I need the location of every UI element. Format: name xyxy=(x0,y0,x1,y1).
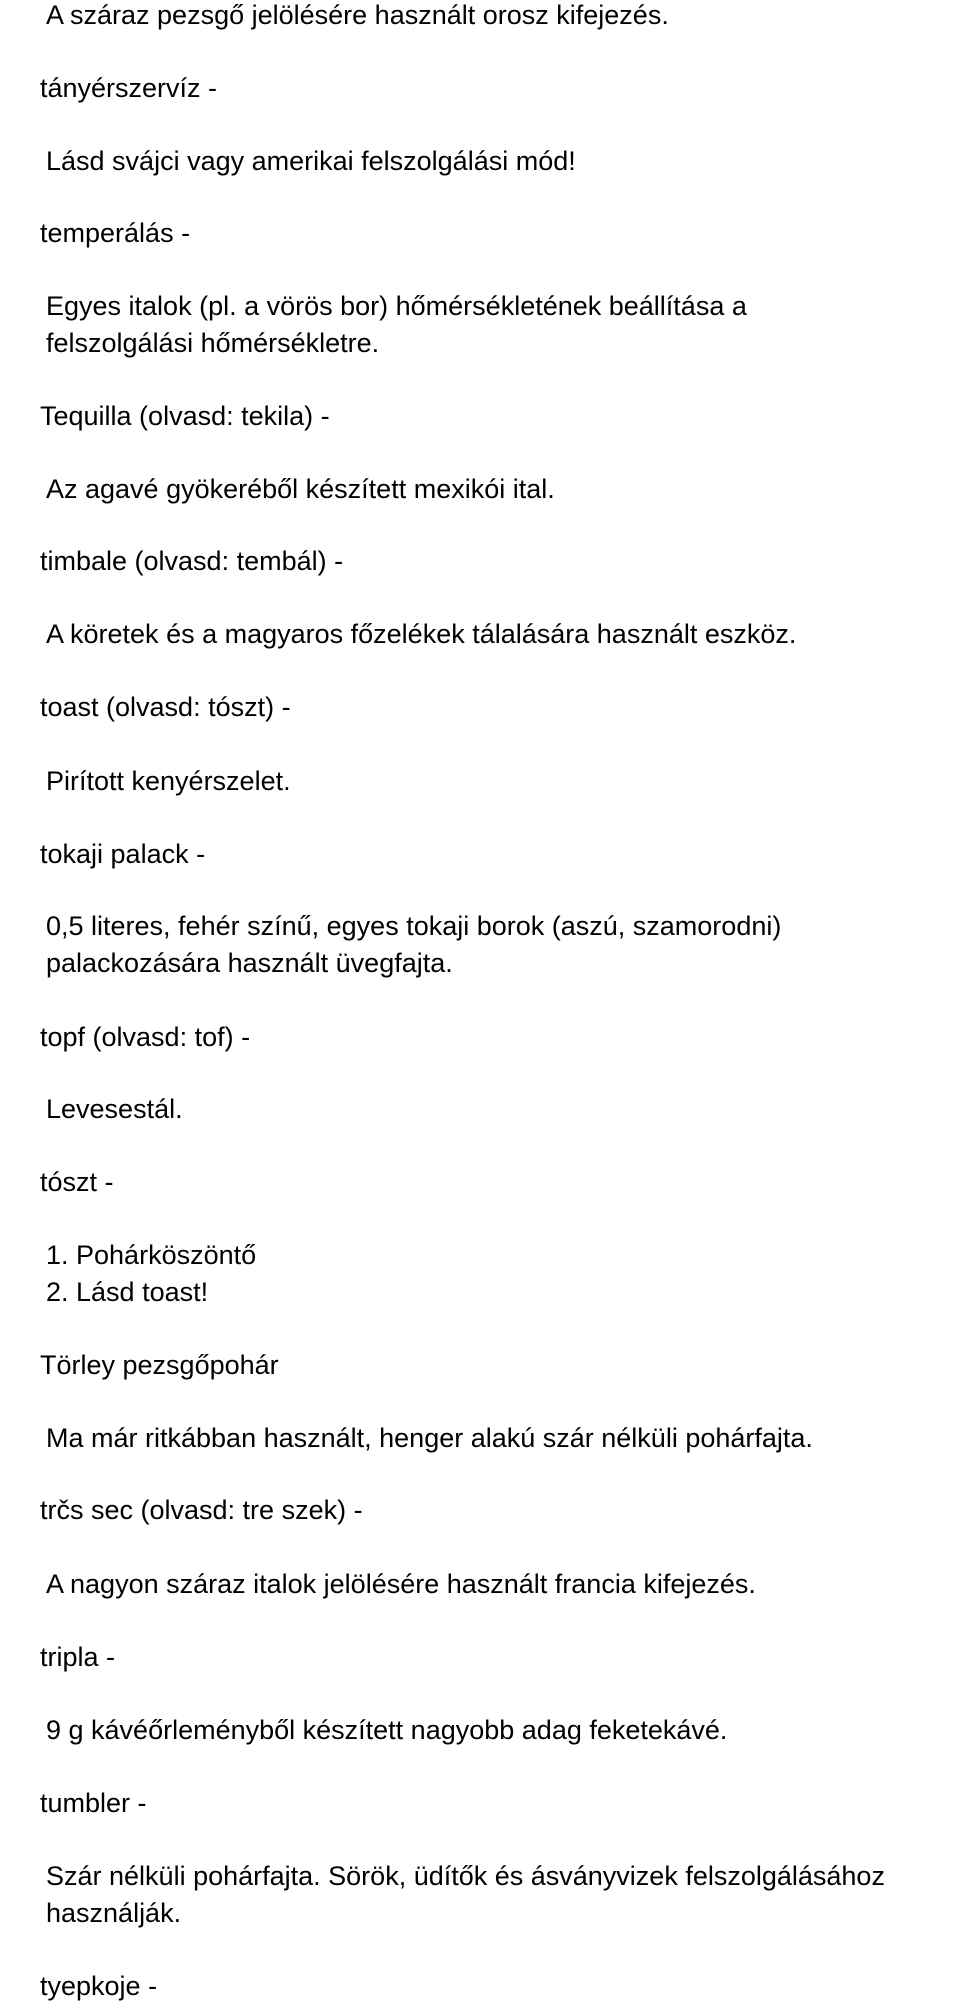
definition-text: Ma már ritkábban használt, henger alakú szár nélküli pohárfajta. xyxy=(46,1423,813,1453)
entry-term: tokaji palack - xyxy=(40,839,206,869)
definition-text: A nagyon száraz italok jelölésére használt francia kifejezés. xyxy=(46,1569,756,1599)
entry-term: tumbler - xyxy=(40,1788,147,1818)
entry-term: toast (olvasd: tószt) - xyxy=(40,692,291,722)
definition-text: használják. xyxy=(46,1898,182,1928)
numbered-item: 1. Pohárköszöntő xyxy=(46,1240,257,1270)
definition-text: Szár nélküli pohárfajta. Sörök, üdítők és ásványvizek felszolgálásához xyxy=(46,1861,885,1891)
entry-term: Tequilla (olvasd: tekila) - xyxy=(40,401,330,431)
definition-text: Levesestál. xyxy=(46,1094,183,1124)
definition-text: Lásd svájci vagy amerikai felszolgálási mód! xyxy=(46,146,576,176)
entry-term: trčs sec (olvasd: tre szek) - xyxy=(40,1495,363,1525)
definition-text: 0,5 literes, fehér színű, egyes tokaji borok (aszú, szamorodni) xyxy=(46,911,782,941)
definition-text: Pirított kenyérszelet. xyxy=(46,766,291,796)
numbered-item: 2. Lásd toast! xyxy=(46,1277,209,1307)
definition-text: Az agavé gyökeréből készített mexikói ital. xyxy=(46,474,555,504)
definition-text: A száraz pezsgő jelölésére használt orosz kifejezés. xyxy=(46,0,669,30)
entry-term: tányérszervíz - xyxy=(40,73,218,103)
entry-term: tószt - xyxy=(40,1167,114,1197)
entry-term: Törley pezsgőpohár xyxy=(40,1350,279,1380)
definition-text: 9 g kávéőrleményből készített nagyobb adag feketekávé. xyxy=(46,1715,728,1745)
definition-text: felszolgálási hőmérsékletre. xyxy=(46,328,380,358)
definition-text: Egyes italok (pl. a vörös bor) hőmérsékletének beállítása a xyxy=(46,291,747,321)
definition-text: palackozására használt üvegfajta. xyxy=(46,948,453,978)
entry-term: topf (olvasd: tof) - xyxy=(40,1022,251,1052)
entry-term: tripla - xyxy=(40,1642,116,1672)
entry-term: timbale (olvasd: tembál) - xyxy=(40,546,344,576)
entry-term: tyepkoje - xyxy=(40,1971,158,2001)
definition-text: A köretek és a magyaros főzelékek tálalására használt eszköz. xyxy=(46,619,797,649)
entry-term: temperálás - xyxy=(40,218,191,248)
